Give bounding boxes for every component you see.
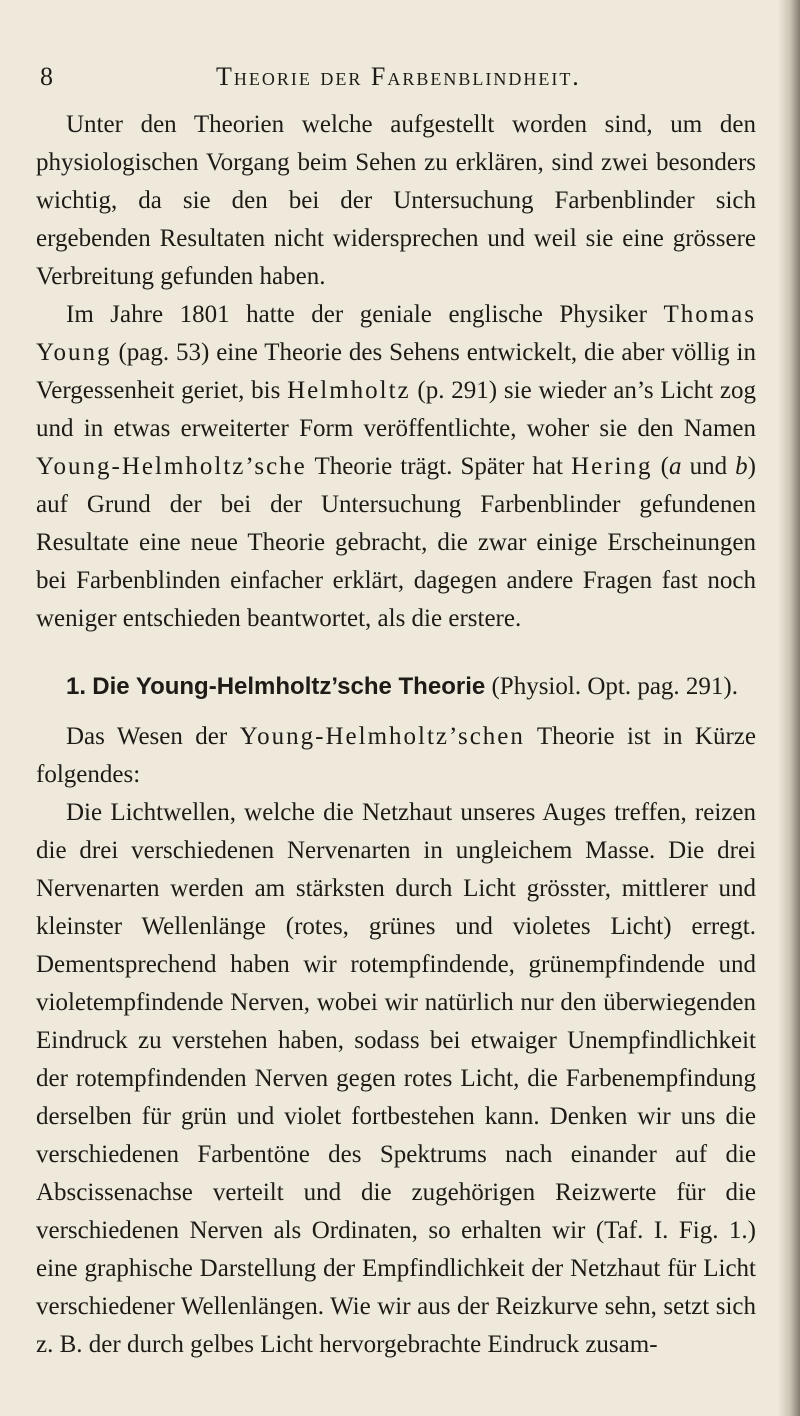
italic-ref-a: a: [668, 453, 682, 480]
person-name-young: Thomas Young: [36, 301, 756, 366]
text-run: und: [681, 453, 736, 480]
text-run: Theorie ist in Kürze folgendes:: [36, 723, 756, 788]
section-heading: [36, 668, 756, 706]
text-run: ) auf Grund der bei der Untersuchung Farbenblinder gefundenen Resultate eine neue Theorie gebracht, die zwar einige Erscheinungen bei Farbenblinden einfacher erklärt, dagegen andere Fragen fast noch weniger entschieden beantwortet, als die erstere.: [36, 453, 756, 632]
text-run: Das Wesen der: [66, 723, 240, 750]
paragraph-waves: Die Lichtwellen, welche die Netzhaut unseres Auges treffen, reizen die drei verschiedenen Nervenarten in ungleichem Masse. Die drei Nervenarten werden am stärksten durch Licht grösster, mittlerer und kleinster Wellenlänge (rotes, grünes und violetes Licht) erregt. Dementsprechend haben wir rotempfindende, grünempfindende und violetempfindende Nerven, wobei wir natürlich nur den überwiegenden Eindruck zu verstehen haben, sodass bei etwaiger Unempfindlichkeit der rotempfindenden Nerven gegen rotes Licht, die Farbenempfindung derselben für grün und violet fortbestehen kann. Denken wir uns die verschiedenen Farbentöne des Spektrums nach einander auf die Abscissenachse verteilt und die zugehörigen Reizwerte für die verschiedenen Nerven als Ordinaten, so erhalten wir (Taf. I. Fig. 1.) eine graphische Darstellung der Empfindlichkeit der Netzhaut für Licht verschiedener Wellenlängen. Wie wir aus der Reizkurve sehn, setzt sich z. B. der durch gelbes Licht hervorgebrachte Eindruck zusam-: [36, 799, 756, 1358]
section-title: Die Young-Helmholtz’sche Theorie: [92, 673, 486, 700]
person-name-hering: Hering: [571, 453, 653, 480]
running-head: [36, 48, 756, 91]
italic-ref-b: b: [735, 453, 748, 480]
theory-name: Young-Helmholtz’schen: [239, 723, 525, 750]
section-reference: (Physiol. Opt. pag. 291).: [491, 673, 738, 700]
running-title: Theorie der Farbenblindheit.: [216, 62, 581, 91]
person-name-helmholtz: Helmholtz: [287, 377, 411, 404]
section-number: 1.: [66, 673, 87, 700]
paragraph-intro: Unter den Theorien welche aufgestellt worden sind, um den physiologischen Vorgang beim Sehen zu erklären, sind zwei besonders wichtig, da sie den bei der Untersuchung Farbenblinder sich ergebenden Resultaten nicht widersprechen und weil sie eine grössere Verbreitung gefunden haben.: [36, 111, 756, 290]
text-run: (pag. 53) eine Theorie des Sehens entwickelt, die aber völlig in Vergessenheit geriet, bis: [36, 339, 756, 404]
page-number: 8: [40, 62, 54, 91]
text-run: (: [652, 453, 669, 480]
text-run: (p. 291) sie wieder an’s Licht zog und in etwas erweiterter Form veröffentlichte, woher sie den Namen: [36, 377, 756, 442]
paragraph-essence: [36, 718, 756, 794]
text-run: Theorie trägt. Später hat: [306, 453, 572, 480]
text-run: Im Jahre 1801 hatte der geniale englische Physiker: [66, 301, 664, 328]
paragraph-history: [36, 296, 756, 638]
page-edge-shadow: [778, 0, 800, 1416]
theory-name: Young-Helmholtz’sche: [36, 453, 307, 480]
body-text: [36, 106, 756, 1364]
